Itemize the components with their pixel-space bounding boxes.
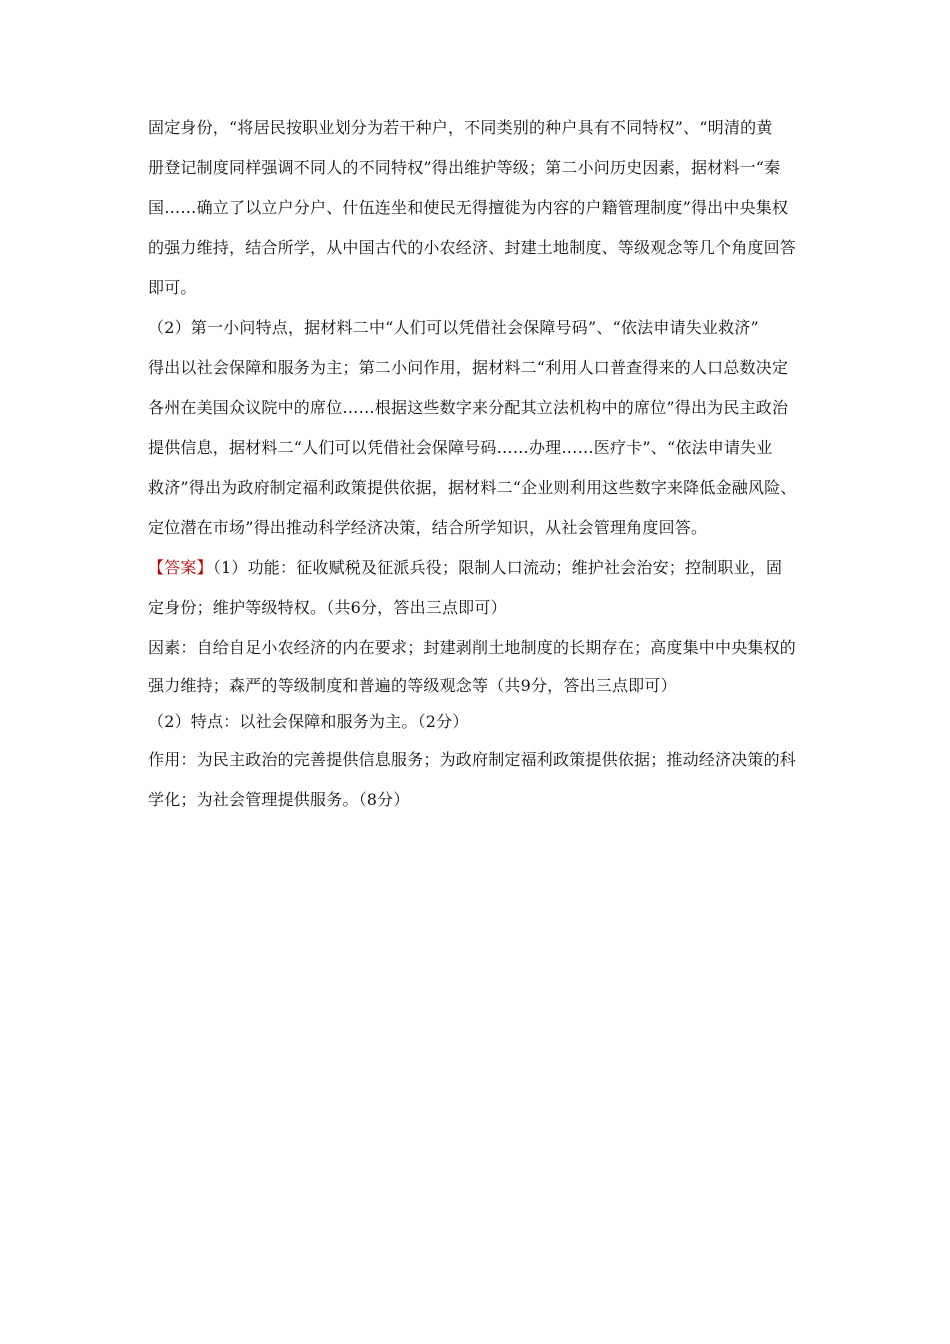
analysis-line: 固定身份，“将居民按职业划分为若干种户，不同类别的种户具有不同特权”、“明清的黄 bbox=[148, 118, 773, 137]
analysis-line: 即可。 bbox=[148, 278, 197, 297]
answer-tag: 【答案】 bbox=[148, 558, 213, 577]
answer-line: （2）特点：以社会保障和服务为主。（2分） bbox=[148, 712, 469, 731]
analysis-line: 国……确立了以立户分户、什伍连坐和使民无得擅徙为内容的户籍管理制度”得出中央集权 bbox=[148, 198, 789, 217]
answer-line: 强力维持；森严的等级制度和普遍的等级观念等（共9分，答出三点即可） bbox=[148, 676, 677, 695]
analysis-line: （2）第一小问特点，据材料二中“人们可以凭借社会保障号码”、“依法申请失业救济” bbox=[148, 318, 759, 337]
answer-line: 因素：自给自足小农经济的内在要求；封建剥削土地制度的长期存在；高度集中中央集权的 bbox=[148, 638, 797, 657]
answer-line: 作用：为民主政治的完善提供信息服务；为政府制定福利政策提供依据；推动经济决策的科 bbox=[148, 750, 797, 769]
analysis-line: 定位潜在市场”得出推动科学经济决策，结合所学知识，从社会管理角度回答。 bbox=[148, 518, 708, 537]
analysis-line: 各州在美国众议院中的席位……根据这些数字来分配其立法机构中的席位”得出为民主政治 bbox=[148, 398, 789, 417]
analysis-line: 册登记制度同样强调不同人的不同特权”得出维护等级；第二小问历史因素，据材料一“秦 bbox=[148, 158, 781, 177]
answer-line: 学化；为社会管理提供服务。（8分） bbox=[148, 790, 410, 809]
answer-line: 定身份；维护等级特权。（共6分，答出三点即可） bbox=[148, 598, 507, 617]
answer-text: （1）功能：征收赋税及征派兵役；限制人口流动；维护社会治安；控制职业，固 bbox=[212, 558, 783, 577]
answer-first-line bbox=[148, 548, 828, 588]
analysis-line: 得出以社会保障和服务为主；第二小问作用，据材料二“利用人口普查得来的人口总数决定 bbox=[148, 358, 789, 377]
analysis-line: 救济”得出为政府制定福利政策提供依据，据材料二“企业则利用这些数字来降低金融风险、 bbox=[148, 478, 797, 497]
analysis-and-answer-block bbox=[148, 108, 828, 820]
analysis-line: 的强力维持，结合所学，从中国古代的小农经济、封建土地制度、等级观念等几个角度回答 bbox=[148, 238, 797, 257]
analysis-line: 提供信息，据材料二“人们可以凭借社会保障号码……办理……医疗卡”、“依法申请失业 bbox=[148, 438, 773, 457]
